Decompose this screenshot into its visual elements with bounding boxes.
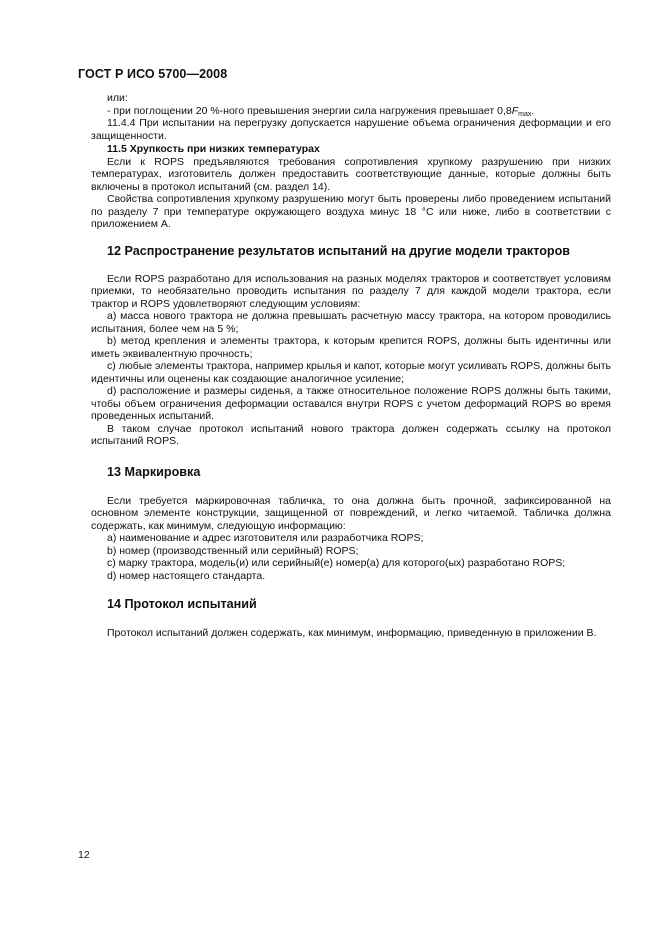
paragraph-11-5-verification: Свойства сопротивления хрупкому разрушению могут быть проверены либо проведением испытаний по разделу 7 при температуре окружающего воздуха минус 18 °С или ниже, либо в соответствии с приложением А. [91, 193, 611, 230]
section-heading-12: 12 Распространение результатов испытаний на другие модели тракторов [107, 243, 571, 258]
paragraph-11-5-requirements: Если к ROPS предъявляются требования сопротивления хрупкому разрушению при низких температурах, изготовитель должен предоставить соответствующие данные, которые должны быть включены в протокол испытаний (см. раздел 14). [91, 155, 611, 193]
list-item-13-c: c) марку трактора, модель(и) или серийный(е) номер(а) для которого(ых) разработано ROPS; [107, 557, 566, 569]
page-number: 12 [78, 849, 90, 861]
paragraph-12-intro: Если ROPS разработано для использования на разных моделях тракторов и соответствует условиям приемки, то необязательно проводить испытания по разделу 7 для каждой модели трактора, если трактор и ROPS удовлетворяют следующим условиям: [91, 272, 611, 310]
section-heading-13: 13 Маркировка [107, 464, 201, 479]
energy-absorption-end: . [531, 104, 535, 117]
energy-absorption-text: - при поглощении 20 %-ного превышения энергии сила нагружения превышает 0,8 [107, 104, 512, 117]
list-item-13-b: b) номер (производственный или серийный) ROPS; [107, 544, 359, 557]
list-item-12-a: a) масса нового трактора не должна превышать расчетную массу трактора, на котором проводились испытания, более чем на 5 %; [91, 310, 611, 335]
list-item-12-b: b) метод крепления и элементы трактора, к которым крепится ROPS, должны быть идентичны или иметь эквивалентную прочность; [91, 335, 611, 360]
paragraph-energy-absorption [91, 105, 611, 118]
section-heading-14: 14 Протокол испытаний [107, 597, 257, 611]
paragraph-13-intro: Если требуется маркировочная табличка, то она должна быть прочной, зафиксированной на основном элементе конструкции, защищенной от повреждений, и легко читаемой. Табличка должна содержать, как минимум, следующую информацию: [91, 494, 611, 532]
paragraph-12-conclusion: В таком случае протокол испытаний нового трактора должен содержать ссылку на протокол испытаний ROPS. [91, 422, 611, 447]
list-item-12-d: d) расположение и размеры сиденья, а также относительное положение ROPS должны быть такими, чтобы объем ограничения деформации оставался внутри ROPS с учетом деформаций ROPS во время проведенных испытаний. [91, 385, 611, 422]
paragraph-14: Протокол испытаний должен содержать, как минимум, информацию, приведенную в приложении В. [107, 627, 597, 639]
list-item-13-a: a) наименование и адрес изготовителя или разработчика ROPS; [107, 532, 424, 544]
document-header: ГОСТ Р ИСО 5700—2008 [78, 67, 228, 81]
list-item-13-d: d) номер настоящего стандарта. [107, 569, 266, 582]
force-symbol: F [511, 104, 519, 117]
page-content [91, 92, 611, 640]
force-subscript: max [518, 110, 532, 118]
paragraph-11-4-4: 11.4.4 При испытании на перегрузку допускается нарушение объема ограничения деформации и его защищенности. [91, 117, 611, 142]
subsection-heading-11-5: 11.5 Хрупкость при низких температурах [107, 143, 320, 155]
list-item-12-c: c) любые элементы трактора, например крылья и капот, которые могут усиливать ROPS, должны быть идентичны или оценены как создающие аналогичное усиление; [91, 360, 611, 385]
paragraph-or: или: [107, 92, 128, 104]
